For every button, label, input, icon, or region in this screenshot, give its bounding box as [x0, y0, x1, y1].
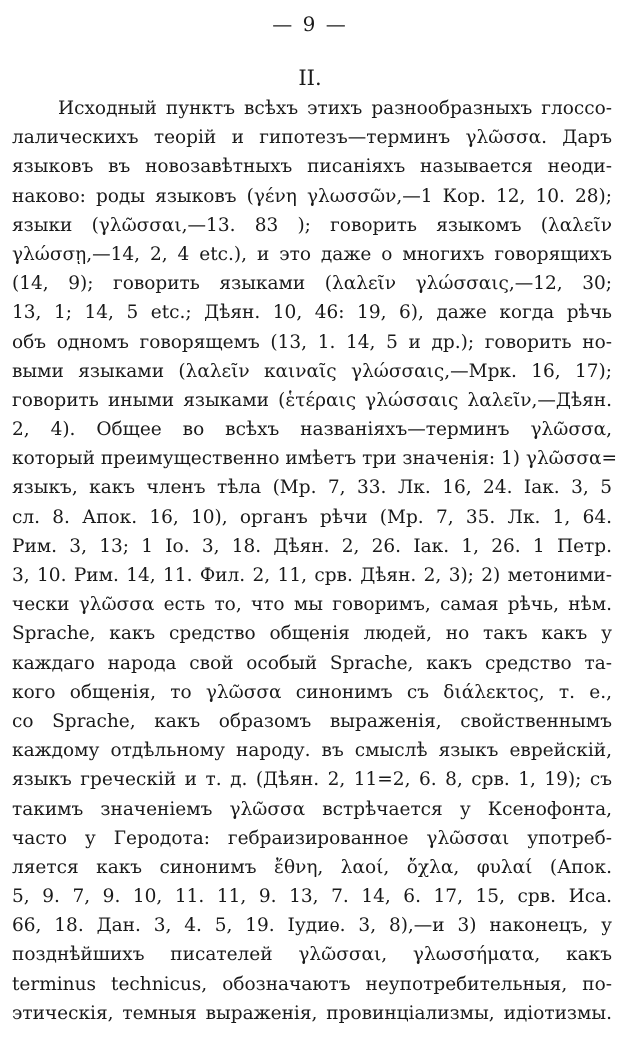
text-line: 5, 9. 7, 9. 10, 11. 11, 9. 13, 7. 14, 6. 17, 15, срв. Иса. — [12, 886, 612, 908]
text-line: Рим. 3, 13; 1 Іо. 3, 18. Дѣян. 2, 26. Іак. 1, 26. 1 Петр. — [12, 535, 612, 557]
text-line: каждому отдѣльному народу. въ смыслѣ языкъ еврейскій, — [12, 740, 612, 762]
text-line: каждаго народа свой особый Sprache, какъ средство та- — [12, 652, 612, 674]
text-line: 2, 4). Общее во всѣхъ названіяхъ—терминъ γλῶσσα, — [12, 419, 612, 441]
text-line: этическія, темныя выраженія, провинціализмы, идіотизмы. — [12, 1002, 612, 1024]
text-line: объ одномъ говорящемъ (13, 1. 14, 5 и др.); говорить но- — [12, 331, 612, 353]
text-line: наково: роды языковъ (γένη γλωσσῶν,—1 Кор. 12, 10. 28); — [12, 185, 612, 207]
text-line: Исходный пунктъ всѣхъ этихъ разнообразныхъ глоссо- — [58, 98, 612, 119]
text-line: 66, 18. Дан. 3, 4. 5, 19. Іудиѳ. 3, 8),—и 3) наконецъ, у — [12, 915, 612, 937]
text-line: 13, 1; 14, 5 etc.; Дѣян. 10, 46: 19, 6), даже когда рѣчь — [12, 302, 612, 324]
page-number: — 9 — — [272, 12, 348, 36]
text-line: terminus technicus, обозначаютъ неупотребительныя, по- — [12, 973, 612, 995]
text-line: часто у Геродота: гебраизированное γλῶσσαι употреб- — [12, 827, 612, 849]
text-line: который преимущественно имѣетъ три значенія: 1) γλῶσσα= — [12, 448, 618, 470]
text-line: γλώσσῃ,—14, 2, 4 etc.), и это даже о многихъ говорящихъ — [12, 243, 612, 265]
text-line: языкъ греческій и т. д. (Дѣян. 2, 11=2, 6. 8, срв. 1, 19); съ — [12, 769, 612, 791]
text-line: языкъ, какъ членъ тѣла (Мр. 7, 33. Лк. 16, 24. Іак. 3, 5 — [12, 477, 612, 499]
text-line: выми языками (λαλεῖν καιναῖς γλώσσαις,—Мрк. 16, 17); — [12, 360, 612, 382]
text-line: Sprache, какъ средство общенія людей, но такъ какъ у — [12, 623, 612, 645]
text-line: со Sprache, какъ образомъ выраженія, свойственнымъ — [12, 710, 612, 732]
text-line: чески γλῶσσα есть то, что мы говоримъ, самая рѣчь, нѣм. — [12, 594, 612, 616]
text-line: кого общенія, то γλῶσσα синонимъ съ διάλεκτος, т. е., — [12, 681, 612, 703]
text-line: позднѣйшихъ писателей γλῶσσαι, γλωσσήματα, какъ — [12, 944, 612, 966]
text-line: говорить иными языками (ἑτέραις γλώσσαις λαλεῖν,—Дѣян. — [12, 389, 612, 411]
text-line: 3, 10. Рим. 14, 11. Фил. 2, 11, срв. Дѣян. 2, 3); 2) метоними- — [12, 565, 612, 586]
section-heading: II. — [298, 66, 322, 90]
text-line: (14, 9); говорить языками (λαλεῖν γλώσσαις,—12, 30; — [12, 273, 612, 295]
text-line: ляется какъ синонимъ ἔθνη, λαοί, ὄχλα, φυλαί (Апок. — [12, 856, 612, 878]
text-line: такимъ значеніемъ γλῶσσα встрѣчается у Ксенофонта, — [12, 798, 612, 820]
text-line: лалическихъ теорій и гипотезъ—терминъ γλῶσσα. Даръ — [12, 127, 612, 149]
text-line: языки (γλῶσσαι,—13. 83 ); говорить языкомъ (λαλεῖν — [12, 214, 612, 236]
text-line: сл. 8. Апок. 16, 10), органъ рѣчи (Мр. 7, 35. Лк. 1, 64. — [12, 506, 612, 528]
body-paragraph — [12, 94, 618, 1028]
text-line: языковъ въ новозавѣтныхъ писаніяхъ называется неоди- — [12, 156, 612, 178]
